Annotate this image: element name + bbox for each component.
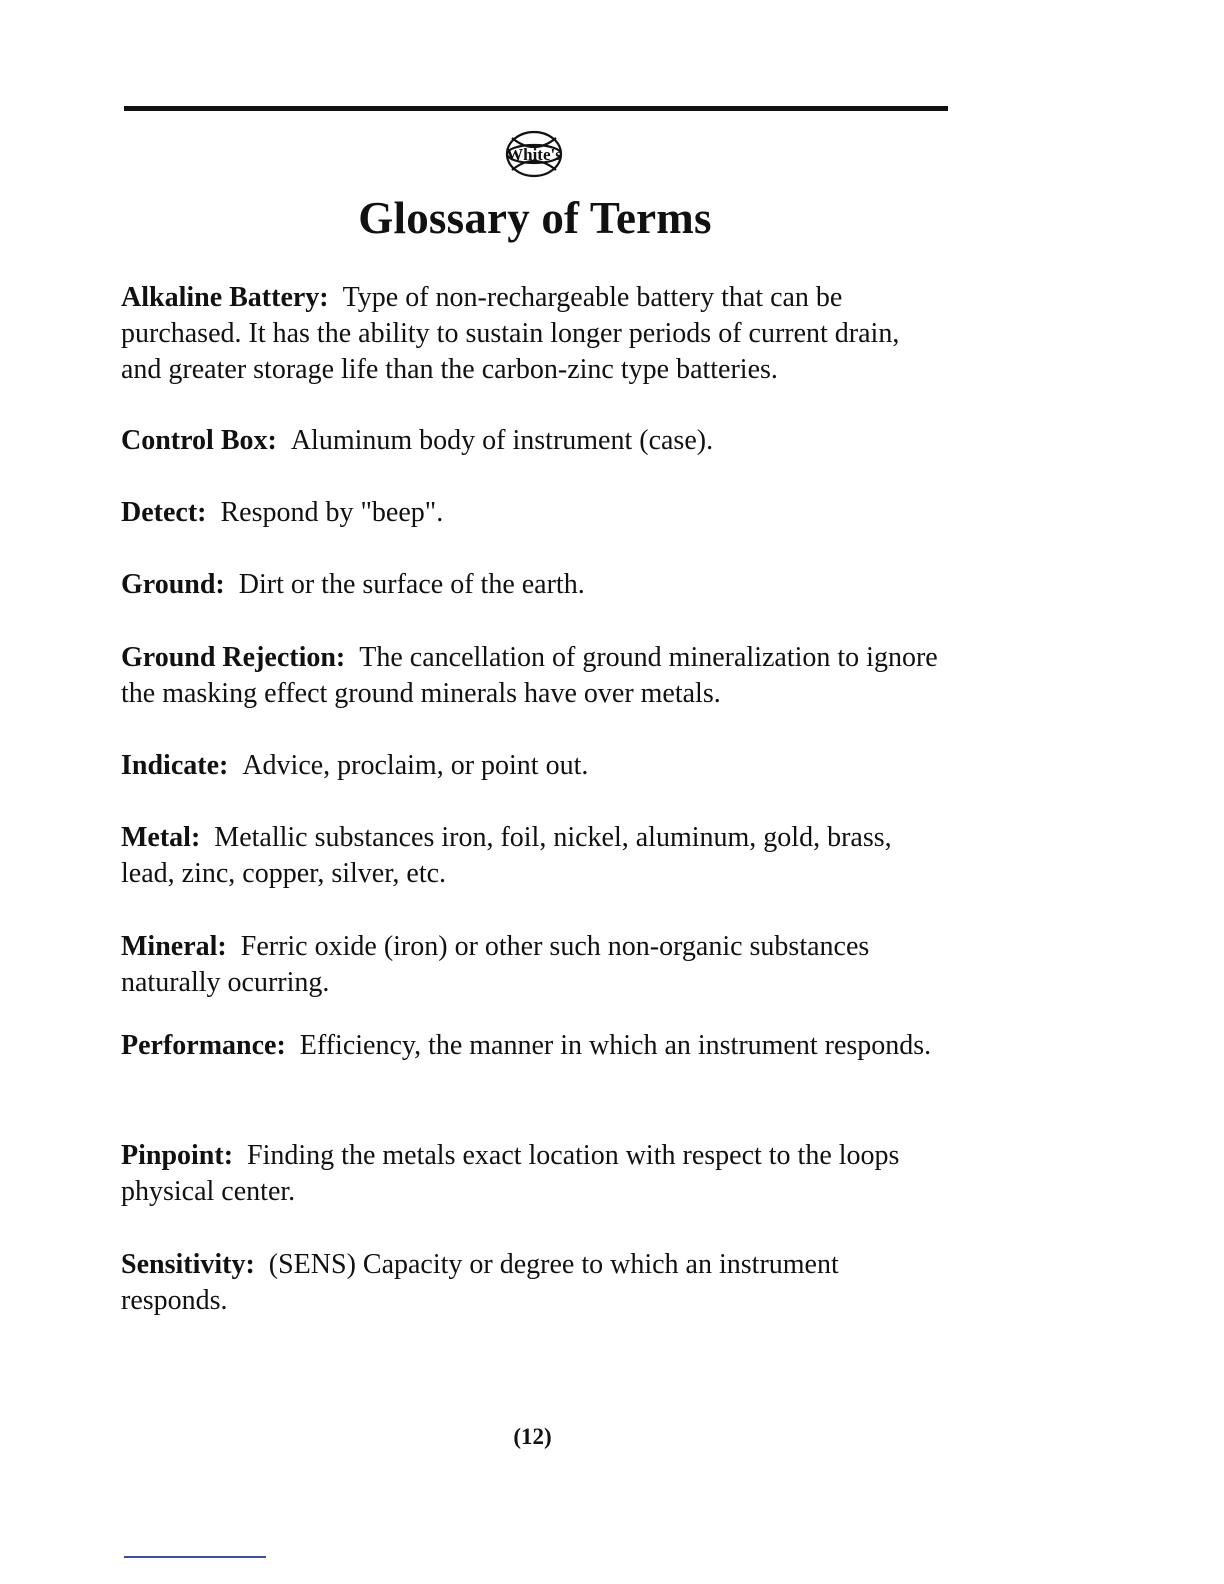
glossary-definition: The cancellation of ground mineralization to ignore the masking effect ground minerals have over metals. [121, 642, 938, 709]
glossary-definition: Type of non-rechargeable battery that can be purchased. It has the ability to sustain longer periods of current drain, and greater storage life than the carbon-zinc type batteries. [121, 282, 900, 385]
glossary-term: Pinpoint: [121, 1140, 234, 1171]
whites-logo [490, 126, 578, 182]
glossary-entry-pinpoint [121, 1138, 941, 1210]
glossary-term: Mineral: [121, 931, 227, 962]
glossary-term: Control Box: [121, 425, 277, 456]
bottom-rule [124, 1556, 266, 1558]
glossary-entry-performance [121, 1028, 941, 1064]
logo-wordmark: White's [506, 145, 562, 164]
glossary-term: Ground: [121, 569, 225, 600]
top-rule [124, 106, 948, 111]
glossary-definition: (SENS) Capacity or degree to which an instrument responds. [121, 1249, 839, 1316]
glossary-entry-control-box [121, 423, 941, 459]
glossary-definition: Dirt or the surface of the earth. [238, 569, 585, 600]
glossary-definition: Metallic substances iron, foil, nickel, aluminum, gold, brass, lead, zinc, copper, silver, etc. [121, 822, 892, 889]
page-title: Glossary of Terms [358, 193, 712, 243]
glossary-definition: Finding the metals exact location with respect to the loops physical center. [121, 1140, 900, 1207]
glossary-definition: Advice, proclaim, or point out. [242, 750, 589, 781]
glossary-term: Indicate: [121, 750, 229, 781]
glossary-definition: Efficiency, the manner in which an instrument responds. [299, 1030, 932, 1061]
glossary-term: Alkaline Battery: [121, 282, 329, 313]
page-number: (12) [513, 1424, 552, 1449]
glossary-term: Ground Rejection: [121, 642, 346, 673]
glossary-definition: Aluminum body of instrument (case). [290, 425, 714, 456]
glossary-definition: Respond by "beep". [220, 497, 444, 528]
glossary-entry-ground-rejection [121, 640, 941, 712]
glossary-entry-mineral [121, 929, 941, 1001]
glossary-term: Metal: [121, 822, 201, 853]
glossary-entry-sensitivity [121, 1247, 941, 1319]
glossary-entry-metal [121, 820, 941, 892]
glossary-entry-ground [121, 567, 941, 603]
glossary-entry-detect [121, 495, 941, 531]
glossary-entry-indicate [121, 748, 941, 784]
glossary-term: Performance: [121, 1030, 286, 1061]
glossary-definition: Ferric oxide (iron) or other such non-organic substances naturally ocurring. [121, 931, 870, 998]
glossary-entry-alkaline-battery [121, 280, 941, 388]
glossary-term: Detect: [121, 497, 207, 528]
glossary-term: Sensitivity: [121, 1249, 255, 1280]
